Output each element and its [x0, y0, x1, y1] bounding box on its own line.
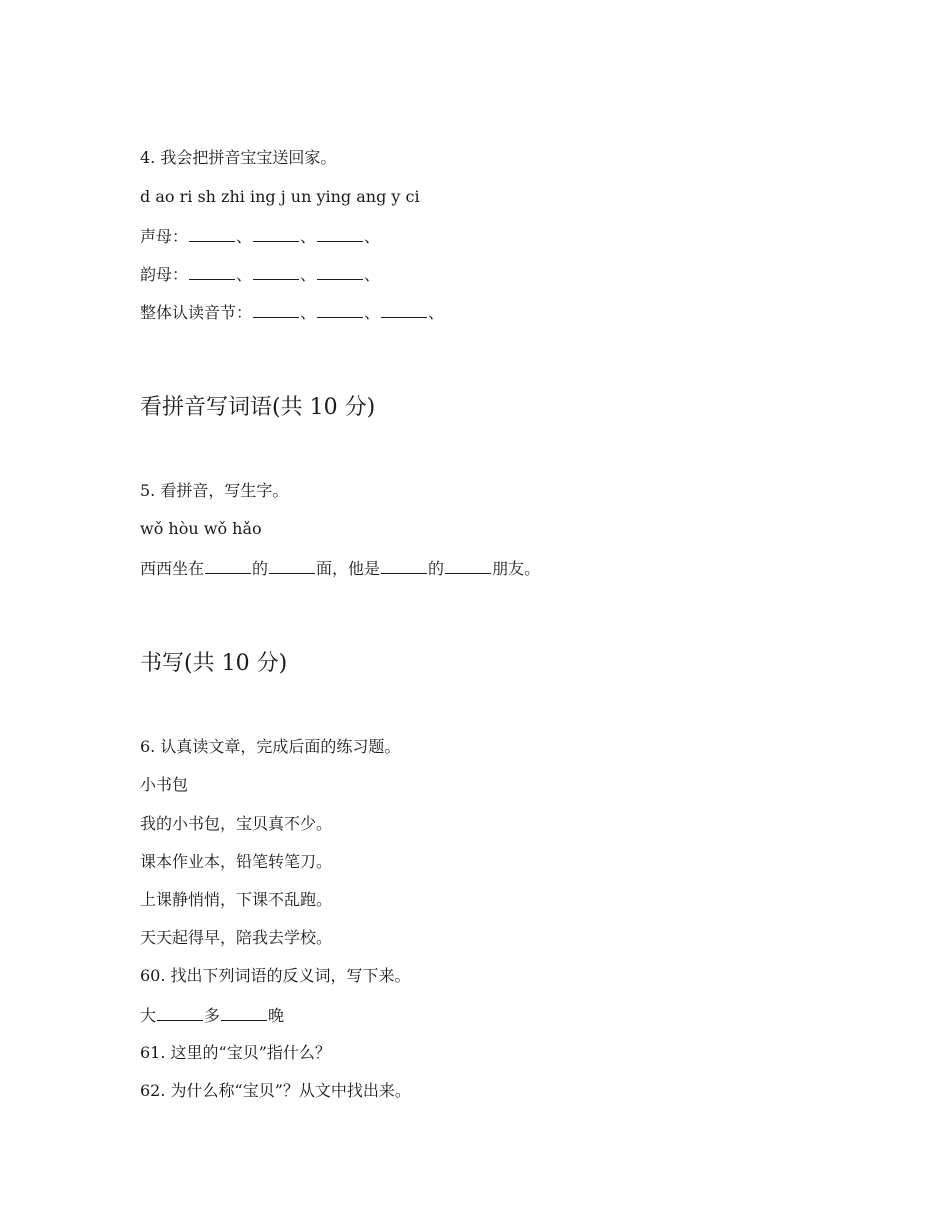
yunmu-blank-2[interactable] — [253, 263, 299, 280]
poem-line: 天天起得早，陪我去学校。 — [140, 928, 333, 947]
shengmu-blank-3[interactable] — [317, 225, 363, 242]
separator: 、 — [300, 265, 317, 284]
section-heading-pinyin-words: 看拼音写词语(共 10 分) — [140, 395, 376, 420]
section-heading-writing: 书写(共 10 分) — [140, 651, 288, 676]
question-62: 62. 为什么称“宝贝”？从文中找出来。 — [140, 1081, 411, 1100]
antonym-word: 大 — [140, 1006, 157, 1025]
question-60-title: 60. 找出下列词语的反义词，写下来。 — [140, 966, 411, 985]
poem-line: 上课静悄悄，下课不乱跑。 — [140, 890, 333, 909]
question-5-title: 5. 看拼音，写生字。 — [140, 481, 289, 500]
question-5-pinyin: wǒ hòu wǒ hǎo — [140, 519, 262, 538]
separator: 、 — [300, 227, 317, 246]
sentence-part: 朋友。 — [492, 559, 541, 578]
separator: 、 — [364, 265, 381, 284]
q5-blank-2[interactable] — [269, 557, 315, 574]
sentence-part: 的 — [252, 559, 269, 578]
question-61: 61. 这里的“宝贝”指什么？ — [140, 1043, 331, 1062]
zhengti-label: 整体认读音节： — [140, 303, 253, 322]
separator: 、 — [236, 227, 253, 246]
antonym-row — [140, 1004, 284, 1027]
antonym-word: 晚 — [268, 1006, 285, 1025]
shengmu-row — [140, 225, 380, 248]
shengmu-blank-2[interactable] — [253, 225, 299, 242]
question-6-title: 6. 认真读文章，完成后面的练习题。 — [140, 737, 401, 756]
yunmu-blank-1[interactable] — [189, 263, 235, 280]
sentence-part: 的 — [428, 559, 445, 578]
zhengti-blank-2[interactable] — [317, 301, 363, 318]
antonym-word: 多 — [204, 1006, 221, 1025]
question-5-sentence — [140, 557, 540, 580]
question-4-title: 4. 我会把拼音宝宝送回家。 — [140, 148, 337, 167]
separator: 、 — [236, 265, 253, 284]
yunmu-row — [140, 263, 380, 286]
q5-blank-1[interactable] — [205, 557, 251, 574]
shengmu-blank-1[interactable] — [189, 225, 235, 242]
document-page — [140, 0, 900, 1230]
q5-blank-4[interactable] — [445, 557, 491, 574]
shengmu-label: 声母： — [140, 227, 189, 246]
zhengti-row — [140, 301, 444, 324]
poem-title: 小书包 — [140, 775, 189, 794]
poem-line: 我的小书包，宝贝真不少。 — [140, 814, 333, 833]
separator: 、 — [300, 303, 317, 322]
separator: 、 — [364, 303, 381, 322]
yunmu-blank-3[interactable] — [317, 263, 363, 280]
zhengti-blank-1[interactable] — [253, 301, 299, 318]
question-4-pinyin-list: d ao ri sh zhi ing j un ying ang y ci — [140, 187, 420, 206]
antonym-blank-2[interactable] — [221, 1004, 267, 1021]
q5-blank-3[interactable] — [381, 557, 427, 574]
antonym-blank-1[interactable] — [157, 1004, 203, 1021]
zhengti-blank-3[interactable] — [381, 301, 427, 318]
yunmu-label: 韵母： — [140, 265, 189, 284]
sentence-part: 面，他是 — [316, 559, 381, 578]
poem-line: 课本作业本，铅笔转笔刀。 — [140, 852, 333, 871]
separator: 、 — [364, 227, 381, 246]
sentence-part: 西西坐在 — [140, 559, 205, 578]
separator: 、 — [428, 303, 445, 322]
